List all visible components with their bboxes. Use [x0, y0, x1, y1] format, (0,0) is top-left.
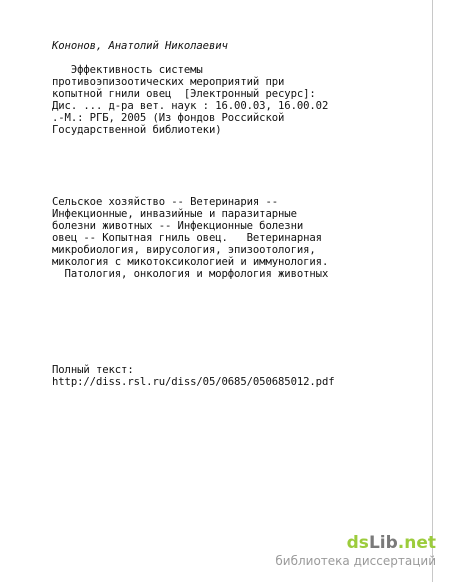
subject-line: Сельское хозяйство -- Ветеринария --: [52, 196, 279, 208]
author-name: Кононов, Анатолий Николаевич: [52, 40, 228, 52]
subject-line: микология с микотоксикологией и иммунология.: [52, 256, 329, 268]
subject-line: Патология, онкология и морфология животных: [52, 268, 329, 280]
title-line: .-М.: РГБ, 2005 (Из фондов Российской: [52, 112, 285, 124]
logo-net: .net: [397, 533, 436, 553]
spacer: [52, 52, 382, 64]
logo-ds: ds: [346, 533, 369, 553]
title-line: противоэпизоотических мероприятий при: [52, 76, 285, 88]
dslib-watermark: [236, 534, 436, 570]
catalog-card: [52, 40, 382, 388]
fulltext-label: Полный текст:: [52, 364, 134, 376]
title-line: Дис. ... д-ра вет. наук : 16.00.03, 16.00.02: [52, 100, 329, 112]
subject-line: Инфекционные, инвазийные и паразитарные: [52, 208, 297, 220]
title-line: копытной гнили овец [Электронный ресурс]:: [52, 88, 316, 100]
logo-lib: Lib: [368, 533, 398, 553]
fulltext-link[interactable]: http://diss.rsl.ru/diss/05/0685/050685012.pdf: [52, 376, 335, 388]
page-edge-divider: [432, 0, 433, 582]
title-block: [52, 64, 382, 136]
subject-line: овец -- Копытная гниль овец. Ветеринарная: [52, 232, 322, 244]
title-line: Государственной библиотеки): [52, 124, 222, 136]
watermark-subtitle: библиотека диссертаций: [275, 554, 436, 568]
spacer: [52, 136, 382, 196]
subject-line: микробиология, вирусология, эпизоотология,: [52, 244, 316, 256]
spacer: [52, 280, 382, 364]
dslib-logo[interactable]: [347, 534, 436, 552]
subject-line: болезни животных -- Инфекционные болезни: [52, 220, 304, 232]
title-line: Эффективность системы: [52, 64, 203, 76]
subject-headings: [52, 196, 382, 280]
